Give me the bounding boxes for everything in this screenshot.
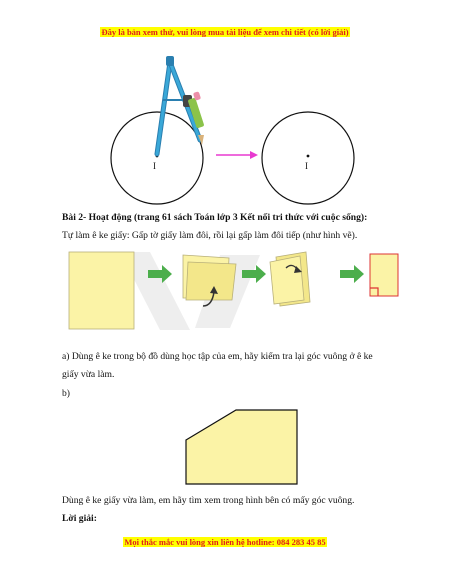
paper-set-square <box>370 254 398 296</box>
compass-icon <box>157 56 204 154</box>
bottom-banner-text: Mọi thắc mắc vui lòng xin liên hệ hotline: 084 283 45 85 <box>124 537 326 547</box>
paper-sheet <box>69 252 134 329</box>
part-a-line1: a) Dùng ê ke trong bộ đồ dùng học tập của em, hãy kiểm tra lại góc vuông ở ê ke <box>62 351 373 362</box>
solution-label: Lời giải: <box>62 513 97 524</box>
part-a-line2: giấy vừa làm. <box>62 369 115 380</box>
top-banner-text: Đây là bản xem thử, vui lòng mua tài liệu để xem chi tiết (có lời giải) <box>101 27 349 37</box>
right-center-dot <box>307 155 310 158</box>
circle-figure <box>111 56 354 204</box>
exercise-title: Bài 2- Hoạt động (trang 61 sách Toán lớp 3 Kết nối tri thức với cuộc sống): <box>62 212 368 223</box>
arrow-right-icon <box>250 151 258 159</box>
bottom-banner <box>0 537 450 547</box>
pentagon-shape <box>186 410 297 484</box>
exercise-instruction: Tự làm ê ke giấy: Gấp tờ giấy làm đôi, rồi lại gấp làm đôi tiếp (như hình vẽ). <box>62 230 358 241</box>
part-b-label: b) <box>62 388 70 399</box>
right-center-label: I <box>305 161 308 171</box>
left-circle <box>111 112 203 204</box>
left-center-label: I <box>153 161 156 171</box>
part-b-question: Dùng ê ke giấy vừa làm, em hãy tìm xem trong hình bên có mấy góc vuông. <box>62 495 355 506</box>
right-circle <box>262 112 354 204</box>
folding-figure <box>62 250 398 330</box>
